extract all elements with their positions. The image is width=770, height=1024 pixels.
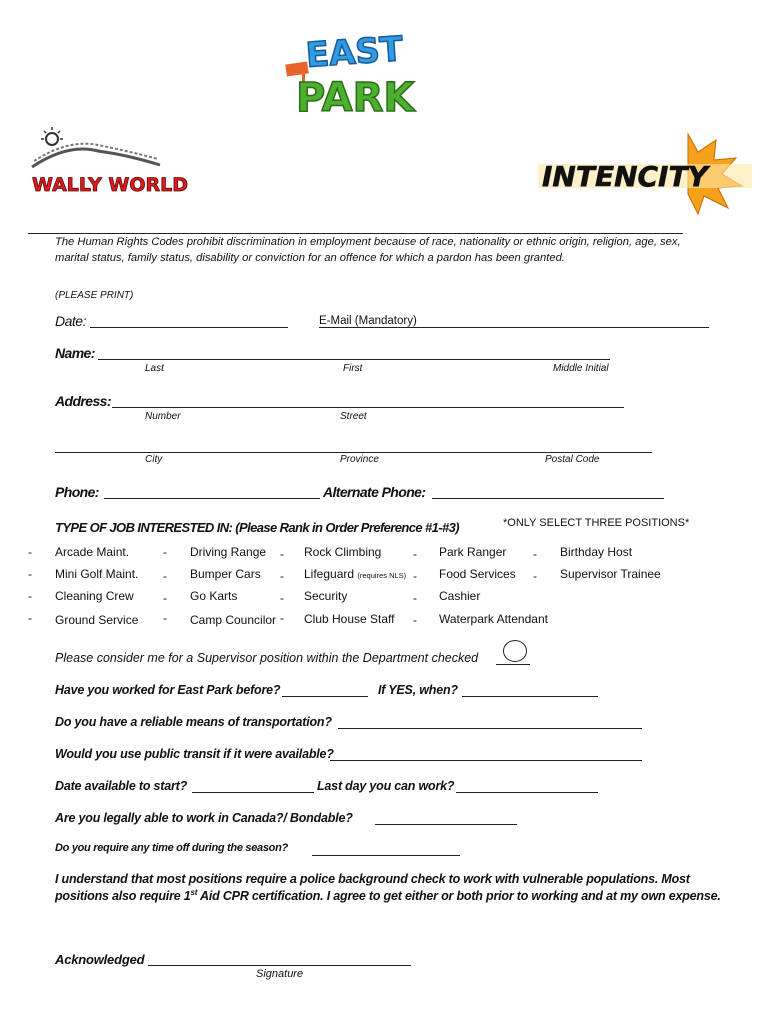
name-first-label: First (343, 363, 363, 374)
address-street-label: Street (340, 411, 367, 422)
question-legally-able: Are you legally able to work in Canada?/ Bondable? (55, 811, 353, 825)
address-label: Address: (55, 393, 111, 409)
dash: - (413, 547, 417, 561)
job-park-ranger[interactable]: Park Ranger (439, 545, 507, 559)
acknowledged-label: Acknowledged (55, 952, 145, 967)
question-if-yes-when: If YES, when? (378, 683, 458, 697)
east-park-logo-graphic (282, 25, 442, 121)
supervisor-checkbox-circle[interactable] (503, 640, 527, 662)
please-print-label: (PLEASE PRINT) (55, 290, 134, 301)
job-camp-councilor[interactable]: Camp Councilor (190, 613, 277, 627)
address-line2-field[interactable] (55, 452, 652, 453)
park-text: PARK (296, 75, 415, 121)
east-park-logo (282, 25, 442, 121)
dash: - (280, 547, 284, 561)
question-date-available: Date available to start? (55, 779, 188, 793)
job-section-note: *ONLY SELECT THREE POSITIONS* (503, 517, 690, 529)
job-club-house-staff[interactable]: Club House Staff (304, 612, 395, 626)
date-field[interactable] (90, 327, 288, 328)
alt-phone-label: Alternate Phone: (323, 484, 426, 500)
human-rights-notice-line2: marital status, family status, disability or conviction for an offence for which a pardon has been granted. (55, 252, 565, 264)
dash: - (163, 611, 167, 625)
job-food-services[interactable]: Food Services (439, 567, 516, 581)
address-field[interactable] (112, 407, 624, 408)
wally-world-logo (28, 125, 189, 200)
signature-field[interactable] (148, 965, 411, 966)
name-middle-label: Middle Initial (553, 363, 609, 374)
public-transit-field[interactable] (330, 760, 642, 761)
human-rights-notice: The Human Rights Codes prohibit discrimination in employment because of race, nationality or ethnic origin, religion, age, sex, (55, 236, 681, 248)
name-field[interactable] (98, 359, 610, 360)
dash: - (413, 591, 417, 605)
dash: - (280, 591, 284, 605)
signature-label: Signature (256, 968, 304, 980)
question-worked-before: Have you worked for East Park before? (55, 683, 281, 697)
job-ground-service[interactable]: Ground Service (55, 613, 139, 627)
dash: - (163, 591, 167, 605)
job-lifeguard-label: Lifeguard (304, 567, 355, 581)
supervisor-consider-text: Please consider me for a Supervisor position within the Department checked (55, 651, 479, 665)
dash: - (533, 547, 537, 561)
phone-field[interactable] (104, 498, 320, 499)
dash: - (163, 545, 167, 559)
job-rock-climbing[interactable]: Rock Climbing (304, 545, 382, 559)
header-divider (28, 233, 683, 234)
legally-able-field[interactable] (375, 824, 517, 825)
worked-before-field[interactable] (282, 696, 368, 697)
understand-statement-line2 (55, 888, 721, 903)
address-postal-label: Postal Code (545, 454, 600, 465)
wally-world-graphic (28, 125, 189, 200)
question-transportation: Do you have a reliable means of transportation? (55, 715, 332, 729)
job-cashier[interactable]: Cashier (439, 589, 481, 603)
dash: - (413, 569, 417, 583)
understand-line2-end: Aid CPR certification. I agree to get either or both prior to working and at my own expense. (197, 889, 721, 904)
dash: - (28, 611, 32, 625)
understand-line2-start: positions also require 1 (55, 889, 191, 904)
email-label: E-Mail (Mandatory) (319, 315, 417, 327)
address-city-label: City (145, 454, 163, 465)
intencity-text: INTENCITY (542, 160, 708, 193)
supervisor-checkbox-line (496, 664, 530, 665)
dash: - (280, 569, 284, 583)
job-supervisor-trainee[interactable]: Supervisor Trainee (560, 567, 661, 581)
address-province-label: Province (340, 454, 379, 465)
if-yes-when-field[interactable] (462, 696, 598, 697)
date-available-field[interactable] (192, 792, 314, 793)
time-off-field[interactable] (312, 855, 460, 856)
lifeguard-requirement-note: (requires NLS) (357, 571, 407, 580)
dash: - (163, 569, 167, 583)
understand-statement-line1: I understand that most positions require a police background check to work with vulnerable populations. Most (55, 872, 690, 886)
job-lifeguard[interactable] (304, 567, 406, 581)
phone-label: Phone: (55, 484, 99, 500)
understand-superscript: st (190, 888, 198, 897)
dash: - (28, 567, 32, 581)
job-bumper-cars[interactable]: Bumper Cars (190, 567, 261, 581)
question-last-day: Last day you can work? (317, 779, 455, 793)
address-number-label: Number (145, 411, 181, 422)
dash: - (413, 613, 417, 627)
dash: - (533, 569, 537, 583)
transportation-field[interactable] (338, 728, 642, 729)
job-section-title: TYPE OF JOB INTERESTED IN: (Please Rank in Order Preference #1-#3) (55, 520, 459, 535)
job-security[interactable]: Security (304, 589, 348, 603)
name-last-label: Last (145, 363, 164, 374)
job-driving-range[interactable]: Driving Range (190, 545, 267, 559)
job-go-karts[interactable]: Go Karts (190, 589, 238, 603)
dash: - (28, 589, 32, 603)
intencity-graphic (538, 130, 754, 215)
job-birthday-host[interactable]: Birthday Host (560, 545, 633, 559)
east-text: EAST (304, 29, 405, 76)
email-field[interactable] (319, 327, 709, 328)
question-time-off: Do you require any time off during the season? (55, 842, 288, 854)
dash: - (280, 611, 284, 625)
wally-world-text: WALLY WORLD (32, 174, 189, 196)
job-waterpark-attendant[interactable]: Waterpark Attendant (439, 612, 548, 626)
alt-phone-field[interactable] (432, 498, 664, 499)
last-day-field[interactable] (456, 792, 598, 793)
job-cleaning-crew[interactable]: Cleaning Crew (55, 589, 134, 603)
intencity-logo (538, 130, 754, 215)
job-arcade-maint[interactable]: Arcade Maint. (55, 545, 130, 559)
name-label: Name: (55, 345, 95, 361)
dash: - (28, 545, 32, 559)
date-label: Date: (55, 313, 86, 329)
question-public-transit: Would you use public transit if it were available? (55, 747, 334, 761)
job-mini-golf-maint[interactable]: Mini Golf Maint. (55, 567, 139, 581)
